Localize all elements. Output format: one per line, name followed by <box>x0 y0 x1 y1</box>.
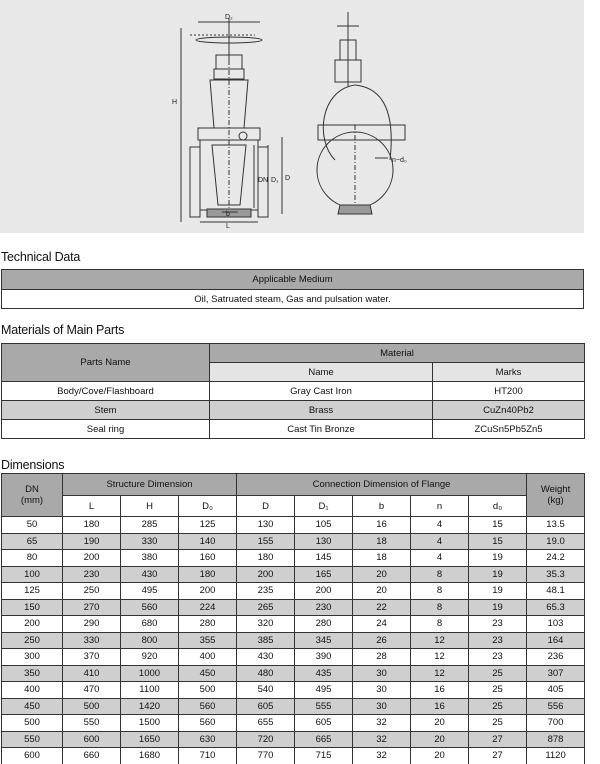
technical-data-table <box>1 269 584 309</box>
table-cell: 540 <box>237 682 295 699</box>
table-cell: 200 <box>179 583 237 600</box>
table-cell: 390 <box>295 649 353 666</box>
table-cell: 20 <box>411 731 469 748</box>
table-cell: 480 <box>237 665 295 682</box>
table-row <box>2 682 585 699</box>
table-cell: 48.1 <box>527 583 585 600</box>
table-cell: 12 <box>411 632 469 649</box>
table-cell: 700 <box>527 715 585 732</box>
table-cell: 550 <box>2 731 63 748</box>
table-cell: 665 <box>295 731 353 748</box>
table-cell: 405 <box>527 682 585 699</box>
table-cell: 16 <box>411 698 469 715</box>
table-cell: 23 <box>469 632 527 649</box>
table-cell: 8 <box>411 616 469 633</box>
table-cell: 680 <box>121 616 179 633</box>
table-cell: 500 <box>2 715 63 732</box>
table-cell: 32 <box>353 715 411 732</box>
table-cell: 280 <box>295 616 353 633</box>
table-cell: 345 <box>295 632 353 649</box>
table-cell: 32 <box>353 748 411 764</box>
table-cell: 4 <box>411 550 469 567</box>
table-cell: 1420 <box>121 698 179 715</box>
label-b: b <box>226 211 230 218</box>
table-cell: 224 <box>179 599 237 616</box>
table-cell: 15 <box>469 517 527 534</box>
label-n-d0: n−d₀ <box>392 157 407 164</box>
table-row <box>2 698 585 715</box>
table-cell: 430 <box>237 649 295 666</box>
table-cell: 878 <box>527 731 585 748</box>
table-cell: 180 <box>179 566 237 583</box>
table-row <box>2 420 585 439</box>
material-marks: CuZn40Pb2 <box>433 401 585 420</box>
part-name: Seal ring <box>2 420 210 439</box>
valve-drawing <box>0 0 584 233</box>
part-name: Stem <box>2 401 210 420</box>
table-cell: 25 <box>469 665 527 682</box>
table-cell: 495 <box>295 682 353 699</box>
table-cell: 600 <box>2 748 63 764</box>
table-cell: 155 <box>237 533 295 550</box>
table-cell: 555 <box>295 698 353 715</box>
table-cell: 470 <box>63 682 121 699</box>
table-row <box>2 550 585 567</box>
table-cell: 30 <box>353 682 411 699</box>
material-name: Gray Cast Iron <box>210 382 433 401</box>
table-cell: 130 <box>295 533 353 550</box>
table-cell: 140 <box>179 533 237 550</box>
table-cell: 1500 <box>121 715 179 732</box>
table-row <box>2 715 585 732</box>
table-cell: 8 <box>411 566 469 583</box>
table-cell: 495 <box>121 583 179 600</box>
table-cell: 200 <box>237 566 295 583</box>
table-cell: 250 <box>63 583 121 600</box>
table-cell: 265 <box>237 599 295 616</box>
table-cell: 125 <box>179 517 237 534</box>
applicable-medium-value: Oil, Satruated steam, Gas and pulsation water. <box>2 290 584 309</box>
table-cell: 8 <box>411 599 469 616</box>
dimensions-col-dn <box>2 474 63 517</box>
dimensions-col-weight <box>527 474 585 517</box>
table-cell: 655 <box>237 715 295 732</box>
table-cell: 380 <box>121 550 179 567</box>
table-cell: 27 <box>469 748 527 764</box>
weight-unit: (kg) <box>547 495 564 506</box>
table-cell: 350 <box>2 665 63 682</box>
table-cell: 330 <box>121 533 179 550</box>
table-cell: 103 <box>527 616 585 633</box>
table-cell: 19 <box>469 599 527 616</box>
table-cell: 80 <box>2 550 63 567</box>
label-dn: DN <box>258 177 269 184</box>
materials-table <box>1 343 585 439</box>
table-cell: 1650 <box>121 731 179 748</box>
table-cell: 307 <box>527 665 585 682</box>
gate-valve-diagram <box>0 0 584 233</box>
table-cell: 605 <box>295 715 353 732</box>
dimensions-col-n: n <box>411 496 469 517</box>
table-cell: 25 <box>469 715 527 732</box>
table-cell: 410 <box>63 665 121 682</box>
table-cell: 550 <box>63 715 121 732</box>
table-cell: 720 <box>237 731 295 748</box>
table-cell: 23 <box>469 649 527 666</box>
material-marks: ZCuSn5Pb5Zn5 <box>433 420 585 439</box>
table-cell: 20 <box>353 566 411 583</box>
table-cell: 556 <box>527 698 585 715</box>
table-cell: 145 <box>295 550 353 567</box>
dn-label: DN <box>25 484 39 495</box>
table-cell: 20 <box>411 715 469 732</box>
table-row <box>2 616 585 633</box>
table-cell: 800 <box>121 632 179 649</box>
table-row <box>2 583 585 600</box>
table-cell: 23 <box>469 616 527 633</box>
table-cell: 165 <box>295 566 353 583</box>
table-cell: 30 <box>353 665 411 682</box>
dn-unit: (mm) <box>20 495 44 506</box>
material-name: Cast Tin Bronze <box>210 420 433 439</box>
table-cell: 65 <box>2 533 63 550</box>
weight-label: Weight <box>540 484 571 495</box>
table-cell: 320 <box>237 616 295 633</box>
material-name: Brass <box>210 401 433 420</box>
table-cell: 19.0 <box>527 533 585 550</box>
dimensions-table <box>1 473 585 764</box>
table-cell: 230 <box>295 599 353 616</box>
label-d: D <box>285 175 291 182</box>
table-cell: 285 <box>121 517 179 534</box>
label-d2: D₂ <box>225 14 233 21</box>
table-cell: 105 <box>295 517 353 534</box>
table-cell: 28 <box>353 649 411 666</box>
table-cell: 13.5 <box>527 517 585 534</box>
table-cell: 600 <box>63 731 121 748</box>
dimensions-col-b: b <box>353 496 411 517</box>
table-cell: 330 <box>63 632 121 649</box>
table-row <box>2 382 585 401</box>
table-cell: 24 <box>353 616 411 633</box>
table-cell: 27 <box>469 731 527 748</box>
label-h: H <box>172 99 178 106</box>
label-l: L <box>226 223 230 230</box>
label-d1: D₁ <box>271 177 279 184</box>
table-cell: 16 <box>411 682 469 699</box>
table-cell: 560 <box>179 698 237 715</box>
table-cell: 400 <box>179 649 237 666</box>
table-cell: 30 <box>353 698 411 715</box>
table-cell: 300 <box>2 649 63 666</box>
table-cell: 400 <box>2 682 63 699</box>
table-cell: 500 <box>179 682 237 699</box>
table-cell: 230 <box>63 566 121 583</box>
table-row <box>2 401 585 420</box>
dimensions-col-d: D <box>237 496 295 517</box>
table-cell: 435 <box>295 665 353 682</box>
table-cell: 15 <box>469 533 527 550</box>
table-cell: 20 <box>353 583 411 600</box>
table-cell: 355 <box>179 632 237 649</box>
table-cell: 450 <box>179 665 237 682</box>
table-cell: 605 <box>237 698 295 715</box>
table-cell: 200 <box>63 550 121 567</box>
technical-data-title: Technical Data <box>1 250 81 264</box>
dimensions-col-d0: D₀ <box>179 496 237 517</box>
dimensions-col-structure: Structure Dimension <box>63 474 237 496</box>
table-row <box>2 665 585 682</box>
table-row <box>2 731 585 748</box>
dimensions-col-l: L <box>63 496 121 517</box>
table-cell: 280 <box>179 616 237 633</box>
table-cell: 1680 <box>121 748 179 764</box>
table-cell: 35.3 <box>527 566 585 583</box>
table-cell: 660 <box>63 748 121 764</box>
table-cell: 250 <box>2 632 63 649</box>
table-cell: 430 <box>121 566 179 583</box>
table-row <box>2 566 585 583</box>
table-cell: 1120 <box>527 748 585 764</box>
table-cell: 630 <box>179 731 237 748</box>
table-cell: 235 <box>237 583 295 600</box>
materials-col-name: Name <box>210 363 433 382</box>
materials-col-parts: Parts Name <box>2 344 210 382</box>
dimensions-col-d1: D₁ <box>295 496 353 517</box>
table-cell: 24.2 <box>527 550 585 567</box>
table-row <box>2 517 585 534</box>
table-cell: 1000 <box>121 665 179 682</box>
table-cell: 18 <box>353 533 411 550</box>
table-cell: 65.3 <box>527 599 585 616</box>
table-cell: 20 <box>411 748 469 764</box>
table-row <box>2 748 585 764</box>
table-row <box>2 599 585 616</box>
table-cell: 100 <box>2 566 63 583</box>
table-cell: 200 <box>2 616 63 633</box>
table-cell: 560 <box>179 715 237 732</box>
table-cell: 290 <box>63 616 121 633</box>
table-cell: 4 <box>411 533 469 550</box>
table-cell: 180 <box>63 517 121 534</box>
material-marks: HT200 <box>433 382 585 401</box>
table-cell: 715 <box>295 748 353 764</box>
table-cell: 19 <box>469 550 527 567</box>
table-cell: 50 <box>2 517 63 534</box>
table-cell: 160 <box>179 550 237 567</box>
table-cell: 710 <box>179 748 237 764</box>
table-cell: 130 <box>237 517 295 534</box>
table-cell: 26 <box>353 632 411 649</box>
materials-title: Materials of Main Parts <box>1 323 125 337</box>
materials-col-material: Material <box>210 344 585 363</box>
table-cell: 25 <box>469 682 527 699</box>
table-cell: 150 <box>2 599 63 616</box>
table-cell: 18 <box>353 550 411 567</box>
table-cell: 1100 <box>121 682 179 699</box>
table-cell: 4 <box>411 517 469 534</box>
table-cell: 164 <box>527 632 585 649</box>
table-row <box>2 649 585 666</box>
table-cell: 270 <box>63 599 121 616</box>
table-cell: 19 <box>469 566 527 583</box>
table-cell: 32 <box>353 731 411 748</box>
table-cell: 19 <box>469 583 527 600</box>
table-cell: 385 <box>237 632 295 649</box>
table-cell: 12 <box>411 665 469 682</box>
table-cell: 25 <box>469 698 527 715</box>
dimensions-col-connection: Connection Dimension of Flange <box>237 474 527 496</box>
table-cell: 180 <box>237 550 295 567</box>
dimensions-col-d0-hole: d₀ <box>469 496 527 517</box>
table-cell: 450 <box>2 698 63 715</box>
table-cell: 8 <box>411 583 469 600</box>
table-cell: 12 <box>411 649 469 666</box>
table-cell: 190 <box>63 533 121 550</box>
table-cell: 370 <box>63 649 121 666</box>
table-cell: 22 <box>353 599 411 616</box>
table-cell: 125 <box>2 583 63 600</box>
part-name: Body/Cove/Flashboard <box>2 382 210 401</box>
table-row <box>2 533 585 550</box>
applicable-medium-header: Applicable Medium <box>2 270 584 290</box>
table-cell: 200 <box>295 583 353 600</box>
table-cell: 920 <box>121 649 179 666</box>
table-cell: 770 <box>237 748 295 764</box>
table-cell: 500 <box>63 698 121 715</box>
table-cell: 560 <box>121 599 179 616</box>
table-cell: 236 <box>527 649 585 666</box>
dimensions-col-h: H <box>121 496 179 517</box>
table-row <box>2 632 585 649</box>
materials-col-marks: Marks <box>433 363 585 382</box>
dimensions-title: Dimensions <box>1 458 65 472</box>
table-cell: 16 <box>353 517 411 534</box>
